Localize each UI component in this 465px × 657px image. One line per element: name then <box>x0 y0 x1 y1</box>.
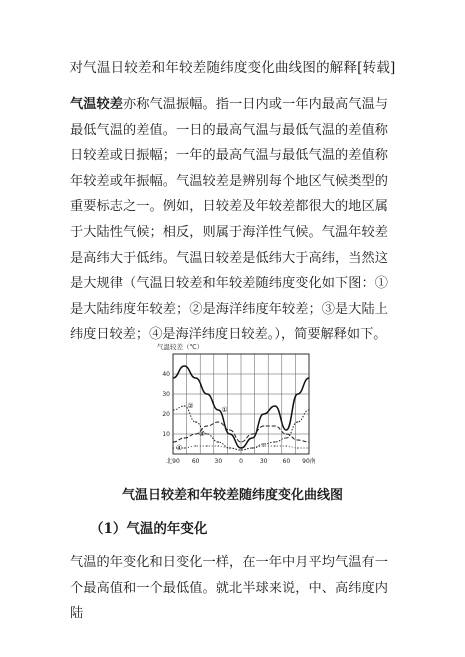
series-1-point <box>263 413 264 414</box>
series-3-point <box>172 441 173 442</box>
series-2-point <box>297 421 298 422</box>
body-paragraph: 气温的年变化和日变化一样，在一年中月平均气温有一个最高值和一个最低值。就北半球来说，中、高纬度内陆 <box>70 555 388 622</box>
series-1-point <box>286 429 287 430</box>
series-4-point <box>184 447 185 448</box>
intro-paragraph <box>70 92 388 348</box>
series-1-point <box>308 377 309 378</box>
y-tick-label: 10 <box>162 431 170 438</box>
series-3-point <box>184 437 185 438</box>
x-tick-label: 0 <box>239 458 243 465</box>
series-2-point <box>184 405 185 406</box>
series-2-point <box>218 441 219 442</box>
latitude-range-chart <box>155 340 315 468</box>
series-2-point <box>308 409 309 410</box>
y-tick-label: 20 <box>162 411 170 418</box>
series-3-point <box>195 433 196 434</box>
x-tick-label: 60 <box>191 458 200 465</box>
series-4-point <box>218 445 219 446</box>
series-2-point <box>206 433 207 434</box>
figure-caption: 气温日较差和年较差随纬度变化曲线图 <box>121 488 343 503</box>
chart-svg <box>155 340 315 468</box>
series-1-point <box>240 447 241 448</box>
series-marker-4: ④ <box>176 444 183 452</box>
series-2-point <box>263 443 264 444</box>
series-marker-2: ② <box>187 402 194 410</box>
intro-text: 亦称气温振幅。指一日内或一年内最高气温与最低气温的差值。一日的最高气温与最低气温的差值称日较差或日振幅；一年的最高气温与最低气温的差值称年较差或年振幅。气温较差是辨别每个地区气候类型的重要标志之一。例如，日较差及年较差都很大的地区属于大陆性气候；相反，则属于海洋性气候。气温年较差是高纬大于低纬。气温日较差是低纬大于高纬，当然这是大规律（气温日较差和年较差随纬度变化如下图：①是大陆纬度年较差；②是海洋纬度年较差；③是大陆上纬度日较差；④是海洋纬度日较差。），简要解释如下。 <box>70 97 389 343</box>
series-1-point <box>172 377 173 378</box>
series-3-point <box>229 429 230 430</box>
series-3-point <box>206 425 207 426</box>
series-1-point <box>274 405 275 406</box>
y-tick-label: 40 <box>162 371 170 378</box>
series-3-point <box>308 441 309 442</box>
series-4-point <box>286 445 287 446</box>
series-2-point <box>172 409 173 410</box>
series-4-point <box>274 445 275 446</box>
series-4-point <box>172 447 173 448</box>
series-3-point <box>274 425 275 426</box>
series-1-point <box>252 437 253 438</box>
x-tick-label: 90南 <box>302 458 315 465</box>
x-tick-label: 30 <box>214 458 223 465</box>
series-3-point <box>286 433 287 434</box>
series-3-point <box>297 439 298 440</box>
series-marker-3: ③ <box>198 430 205 438</box>
series-4-point <box>195 445 196 446</box>
series-3-point <box>252 433 253 434</box>
series-4-point <box>252 447 253 448</box>
series-4-point <box>206 445 207 446</box>
series-1-point <box>195 377 196 378</box>
x-tick-label: 30 <box>259 458 268 465</box>
series-3-point <box>240 441 241 442</box>
series-1-point <box>297 393 298 394</box>
series-1-point <box>206 393 207 394</box>
x-tick-label: 60 <box>282 458 291 465</box>
series-4-point <box>240 449 241 450</box>
intro-term: 气温较差 <box>70 97 124 112</box>
document-title: 对气温日较差和年较差随纬度变化曲线图的解释[转载] <box>69 60 396 76</box>
series-4-point <box>263 445 264 446</box>
series-3-point <box>263 425 264 426</box>
series-2-point <box>286 437 287 438</box>
y-axis-label: 气温较差（℃） <box>157 343 204 351</box>
x-tick-label: 北90 <box>166 458 180 465</box>
series-4-point <box>229 447 230 448</box>
series-marker-1: ① <box>221 406 228 414</box>
series-2-point <box>274 441 275 442</box>
series-1-point <box>218 409 219 410</box>
section-heading: （1）气温的年变化 <box>90 521 208 537</box>
series-1-point <box>229 433 230 434</box>
series-4-point <box>297 447 298 448</box>
series-2-point <box>195 421 196 422</box>
y-tick-label: 30 <box>162 391 170 398</box>
series-4-point <box>308 447 309 448</box>
series-3-point <box>218 421 219 422</box>
series-1-point <box>184 365 185 366</box>
